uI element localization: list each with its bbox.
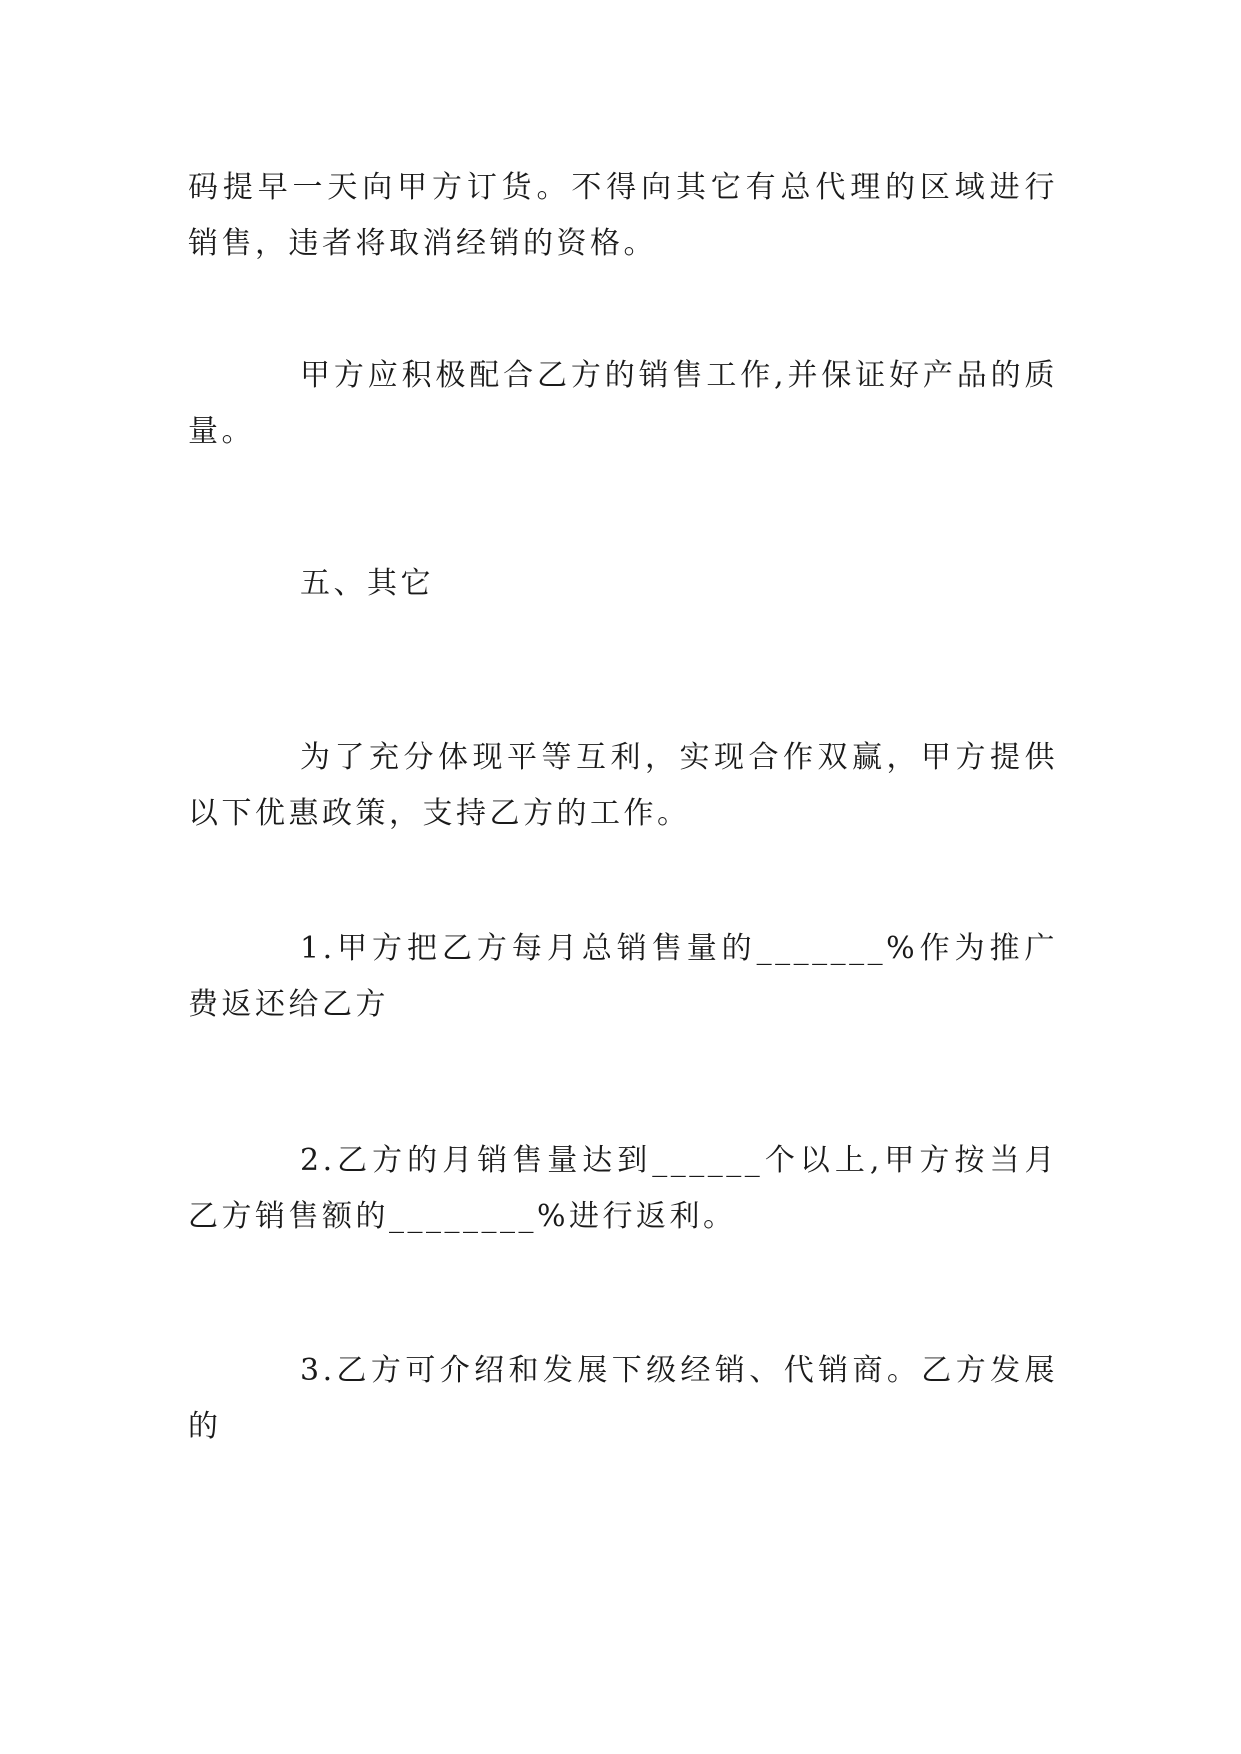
paragraph-ordering-rule: 码提早一天向甲方订货。不得向其它有总代理的区域进行销售，违者将取消经销的资格。 [188,170,1058,261]
paragraph-quality-guarantee: 甲方应积极配合乙方的销售工作,并保证好产品的质量。 [188,358,1058,449]
paragraph-preferential-policy: 为了充分体现平等互利，实现合作双赢，甲方提供以下优惠政策，支持乙方的工作。 [188,740,1058,831]
section-heading-other: 五、其它 [300,566,434,601]
paragraph-item-1-promotion-fee: 1.甲方把乙方每月总销售量的_______%作为推广费返还给乙方 [188,931,1058,1022]
paragraph-item-3-sub-dealers: 3.乙方可介绍和发展下级经销、代销商。乙方发展的 [188,1353,1058,1444]
paragraph-item-2-rebate: 2.乙方的月销售量达到______个以上,甲方按当月乙方销售额的________%进行返利。 [188,1143,1058,1234]
